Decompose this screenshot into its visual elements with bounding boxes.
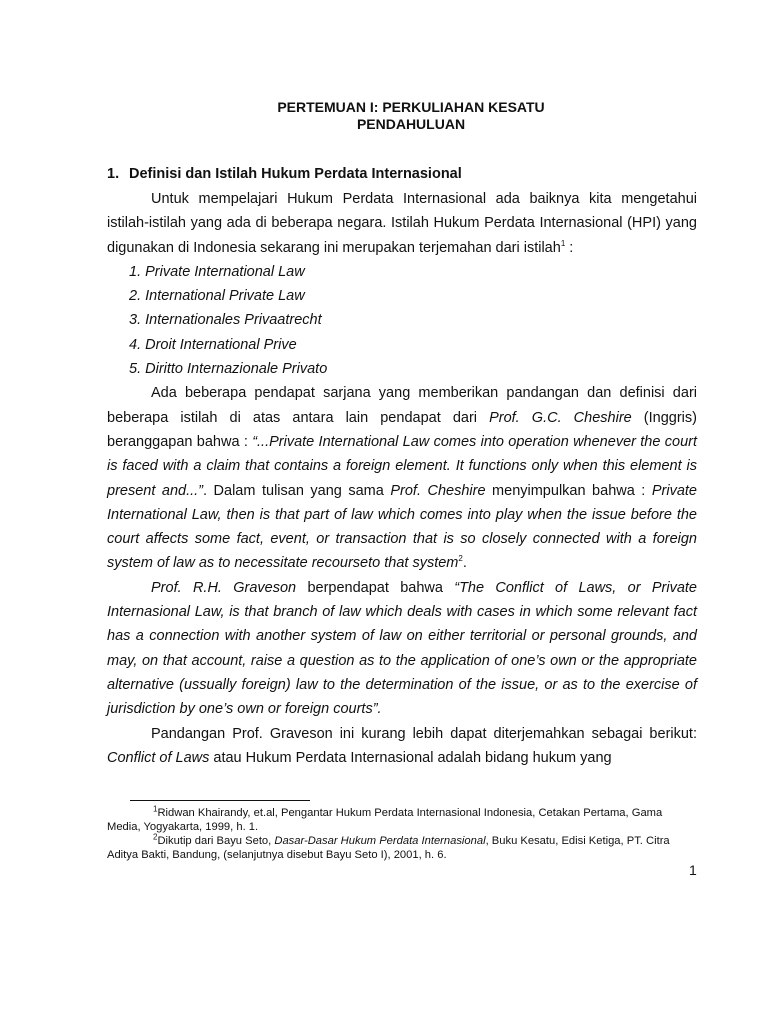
title-line-1: PERTEMUAN I: PERKULIAHAN KESATU	[277, 99, 545, 115]
title-line-2: PENDAHULUAN	[356, 116, 466, 132]
footnote-book-title: Dasar-Dasar Hukum Perdata Internasional	[274, 835, 486, 847]
footnote-mark: 1	[153, 804, 158, 814]
page-title	[0, 99, 768, 133]
author-name: Prof. G.C. Cheshire	[489, 409, 632, 426]
term-italic: Conflict of Laws	[107, 749, 210, 766]
page-number: 1	[689, 862, 697, 878]
text-run: atau Hukum Perdata Internasional adalah bidang hukum yang	[209, 749, 612, 766]
text-run: . Dalam tulisan yang sama	[203, 482, 391, 499]
footnote-text: , Buku Kesatu, Edisi Ketiga, PT. Citra Aditya Bakti, Bandung, (selanjutnya disebut Bayu Seto I), 2001, h. 6.	[107, 835, 670, 861]
list-item-number: 4.	[129, 336, 142, 353]
list-item-number: 5.	[129, 361, 142, 378]
text-run: .	[462, 555, 467, 572]
author-name: Prof. R.H. Graveson	[151, 579, 297, 596]
list-item-label: Private International Law	[145, 263, 305, 280]
footnote-ref-2[interactable]: 2	[458, 554, 463, 564]
section-heading	[107, 165, 462, 183]
list-item-number: 3.	[129, 312, 142, 329]
list-item	[107, 308, 697, 332]
quotation: “...Private International Law comes into operation whenever the court is faced with a claim that contains a foreign element. It functions only when this element is present and...”	[107, 433, 697, 499]
list-item	[107, 333, 697, 357]
list-item	[107, 284, 697, 308]
footnote-mark: 2	[153, 832, 158, 842]
footnote-1	[107, 806, 697, 834]
footnote-ref-1[interactable]: 1	[560, 238, 566, 248]
paragraph-intro-text: Untuk mempelajari Hukum Perdata Internasional ada baiknya kita mengetahui istilah-istilah yang ada di beberapa negara. Istilah Hukum Perdata Internasional (HPI) yang digunakan di Indonesia sekarang ini merupakan terjemahan dari istilah	[107, 191, 697, 256]
footnotes	[107, 806, 697, 862]
terms-list	[107, 260, 697, 381]
list-item-number: 2.	[129, 288, 142, 305]
list-item	[107, 357, 697, 381]
paragraph-cheshire	[107, 381, 697, 575]
text-run: Pandangan Prof. Graveson ini kurang lebih dapat diterjemahkan sebagai berikut:	[151, 725, 697, 742]
footnote-text: Ridwan Khairandy, et.al, Pengantar Hukum Perdata Internasional Indonesia, Cetakan Pertama, Gama Media, Yogyakarta, 1999, h. 1.	[107, 807, 663, 833]
list-item-label: International Private Law	[145, 288, 305, 305]
text-run: berpendapat bahwa	[296, 579, 455, 596]
paragraph-translation	[107, 722, 697, 771]
text-run: menyimpulkan bahwa :	[485, 482, 652, 499]
footnote-text: Dikutip dari Bayu Seto,	[157, 835, 275, 847]
section-title: Definisi dan Istilah Hukum Perdata Internasional	[129, 166, 462, 182]
list-item-label: Internationales Privaatrecht	[145, 312, 322, 329]
text-run: (Inggris) beranggapan bahwa :	[107, 409, 697, 450]
paragraph-graveson	[107, 576, 697, 722]
section-number: 1.	[107, 166, 120, 182]
paragraph-intro-tail: :	[565, 239, 574, 256]
quotation: Private International Law, then is that part of law which comes into play when the issue before the court affects some fact, event, or transaction that is so closely connected with a foreign system of law as to necessitate recourseto that system	[107, 482, 697, 572]
author-name: Prof. Cheshire	[390, 482, 486, 499]
text-run: Ada beberapa pendapat sarjana yang memberikan pandangan dan definisi dari beberapa istilah di atas antara lain pendapat dari	[107, 385, 697, 426]
footnote-2	[107, 834, 697, 862]
quotation: “The Conflict of Laws, or Private Internasional Law, is that branch of law which deals with cases in which some relevant fact has a connection with another system of law on either territorial or personal grounds, and may, on that account, raise a question as to the application of one’s own or the appropriate alternative (ussually foreign) law to the determination of the issue, or as to the exercise of jurisdiction by one’s own or foreign courts”.	[107, 579, 697, 718]
paragraph-intro	[107, 187, 697, 260]
list-item-label: Droit International Prive	[145, 336, 297, 353]
list-item-label: Diritto Internazionale Privato	[145, 361, 328, 378]
list-item	[107, 260, 697, 284]
footnote-separator	[130, 800, 310, 801]
document-body	[107, 187, 697, 770]
list-item-number: 1.	[129, 263, 142, 280]
